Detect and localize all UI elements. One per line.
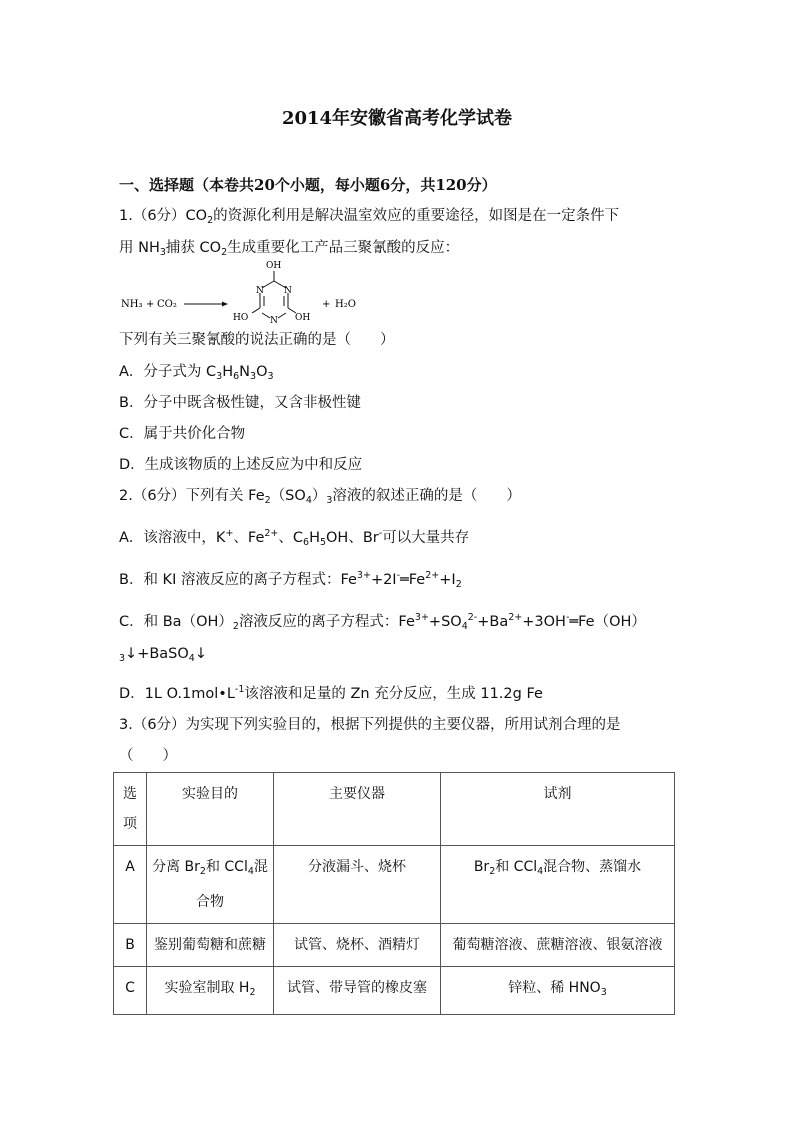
table-header-row [114,773,675,846]
h2o-label: H₂O [335,299,356,310]
cell-goal: 实验室制取 $H_2$ [147,967,274,1015]
n-atom-label: N [270,316,278,326]
table-row [114,846,675,924]
cell-reagents: 锌粒、稀 $HNO_3$ [441,967,675,1015]
cell-instruments: 试管、带导管的橡皮塞 [274,967,441,1015]
q1-question: 下列有关三聚氰酸的说法正确的是（ ） [119,332,395,348]
plus-sign: + [146,299,155,310]
reaction-arrow-head [222,302,228,307]
q3-stem-line1: 3.（6分）为实现下列实验目的，根据下列提供的主要仪器，所用试剂合理的是 [119,717,621,733]
q2-option-c: C．和 $Ba(OH)_2$溶液反应的离子方程式：$Fe^{3+}+SO_4^{2-}+Ba^{2+}+3OH^-═Fe(OH)$ [119,612,646,632]
oh-top-label: OH [266,261,282,271]
cell-reagents: $Br_2$和 CCl$_4$混合物、蒸馏水 [441,846,675,924]
n-atom-label: N [284,286,292,296]
table-row [114,924,675,967]
cell-instruments: 分液漏斗、烧杯 [274,846,441,924]
q1-option-d: D．生成该物质的上述反应为中和反应 [119,457,363,473]
header-instruments: 主要仪器 [274,773,441,846]
table-row [114,967,675,1015]
cell-instruments: 试管、烧杯、酒精灯 [274,924,441,967]
q1-option-a: A．分子式为 $C_3H_6N_3O_3$ [119,364,274,382]
reaction-diagram [119,258,379,328]
co2-label: CO₂ [157,299,177,310]
q1-option-c: C．属于共价化合物 [119,426,246,442]
ho-left-label: HO [233,313,249,323]
cell-goal: 鉴别葡萄糖和蔗糖 [147,924,274,967]
q2-option-d: D．1L $O.1mol•L^{-1}$该溶液和足量的 Zn 充分反应，生成 11.2g Fe [119,684,543,702]
oh-right-label: OH [295,313,311,323]
document-title: 2014年安徽省高考化学试卷 [281,108,513,129]
header-goal: 实验目的 [147,773,274,846]
cell-reagents: 葡萄糖溶液、蔗糖溶液、银氨溶液 [441,924,675,967]
cell-option: A [114,846,147,924]
q2-option-a: A．该溶液中，K+、$Fe^{2+}$、$C_6H_5OH$、Br-可以大量共存 [119,528,470,548]
experiment-table [113,772,675,1015]
section-heading: 一、选择题（本卷共20个小题，每小题6分，共120分） [119,176,497,194]
plus-sign: + [322,299,331,310]
q1-option-b: B．分子中既含极性键，又含非极性键 [119,395,361,411]
cell-goal: 分离 $Br_2$和 CCl$_4$混合物 [147,846,274,924]
q2-option-c-continued: $_3$↓+BaSO$_4$↓ [119,646,207,664]
header-option: 选项 [114,773,147,846]
q1-stem-line2: 用 $NH_3$捕获 $CO_2$生成重要化工产品三聚氰酸的反应： [119,240,460,258]
q2-option-b: B．和 KI 溶液反应的离子方程式：$Fe^{3+}+2I^-═Fe^{2+}+I_2$ [119,570,462,590]
q1-stem-line1: 1.（6分）$CO_2$的资源化利用是解决温室效应的重要途径，如图是在一定条件下 [119,208,620,226]
q3-stem-line2: （ ） [119,748,177,764]
q2-stem: 2.（6分）下列有关 $Fe_2(SO_4)_3$溶液的叙述正确的是（ ） [119,488,521,506]
cell-option: B [114,924,147,967]
header-reagents: 试剂 [441,773,675,846]
cell-option: C [114,967,147,1015]
nh3-label: NH₃ [121,299,143,310]
n-atom-label: N [256,286,264,296]
